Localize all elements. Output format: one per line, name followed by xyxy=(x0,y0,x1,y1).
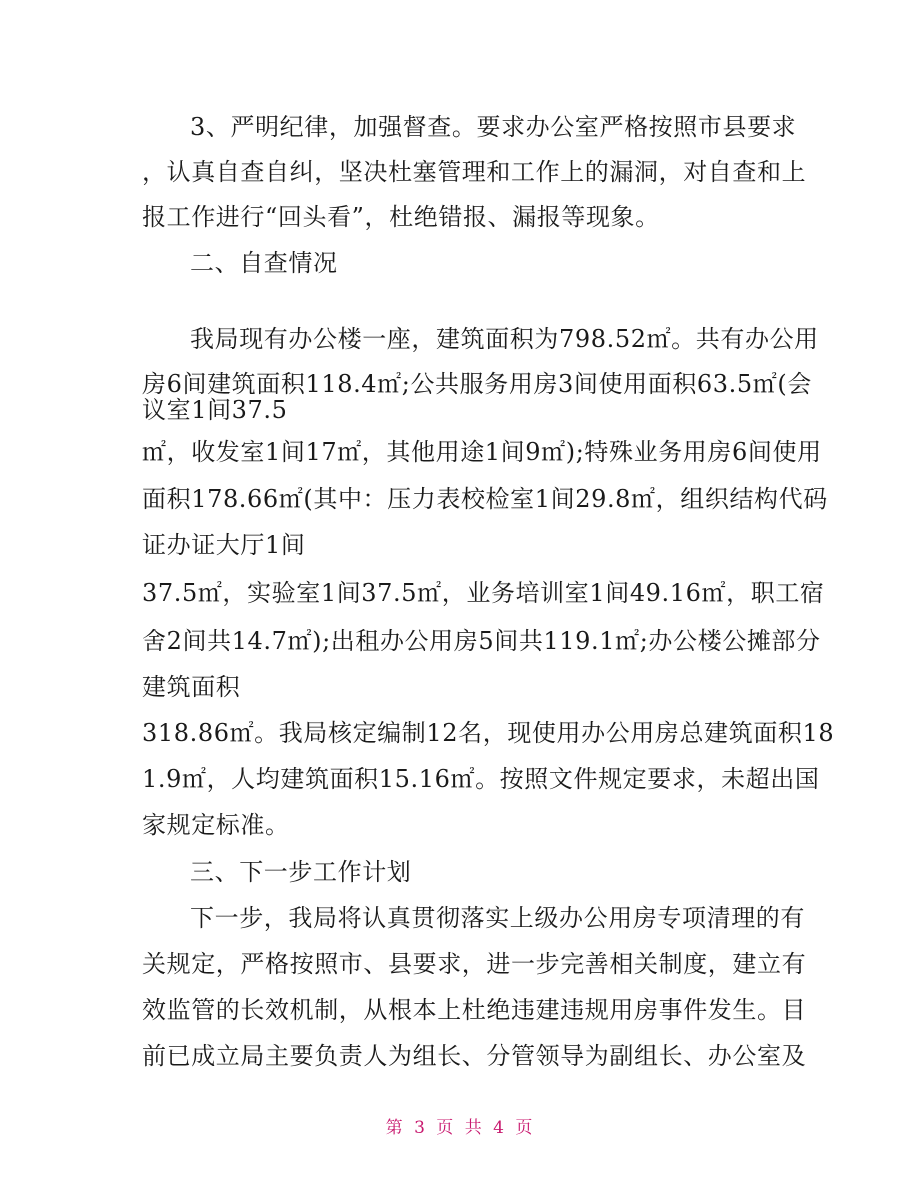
paragraph-line: 1.9㎡，人均建筑面积15.16㎡。按照文件规定要求，未超出国 xyxy=(142,765,820,793)
paragraph-line: 房6间建筑面积118.4㎡;公共服务用房3间使用面积63.5㎡(会 xyxy=(142,370,812,398)
paragraph-line: ，认真自查自纠，坚决杜塞管理和工作上的漏洞，对自查和上 xyxy=(142,158,807,186)
paragraph-line: 面积178.66㎡(其中：压力表校检室1间29.8㎡，组织结构代码 xyxy=(142,485,828,513)
paragraph-line: 议室1间37.5 xyxy=(142,396,288,424)
page-footer xyxy=(0,1113,920,1138)
paragraph-line: 我局现有办公楼一座，建筑面积为798.52㎡。共有办公用 xyxy=(190,325,819,353)
current-page-number: 3 xyxy=(414,1118,427,1138)
paragraph-line: 前已成立局主要负责人为组长、分管领导为副组长、办公室及 xyxy=(142,1042,807,1070)
paragraph-line: 建筑面积 xyxy=(142,673,241,701)
paragraph-line: 关规定，严格按照市、县要求，进一步完善相关制度，建立有 xyxy=(142,950,807,978)
paragraph-line: 37.5㎡，实验室1间37.5㎡，业务培训室1间49.16㎡，职工宿 xyxy=(142,579,825,607)
footer-prefix: 第 xyxy=(385,1118,405,1138)
paragraph-line: 效监管的长效机制，从根本上杜绝违建违规用房事件发生。目 xyxy=(142,996,807,1024)
paragraph-line: 家规定标准。 xyxy=(142,811,290,839)
paragraph-line: 舍2间共14.7㎡);出租办公用房5间共119.1㎡;办公楼公摊部分 xyxy=(142,627,821,655)
footer-page-label: 页 xyxy=(436,1118,456,1138)
section-heading: 三、下一步工作计划 xyxy=(190,858,412,886)
paragraph-line: 下一步，我局将认真贯彻落实上级办公用房专项清理的有 xyxy=(190,904,805,932)
footer-total-label: 共 xyxy=(464,1118,484,1138)
paragraph-line: 318.86㎡。我局核定编制12名，现使用办公用房总建筑面积18 xyxy=(142,719,835,747)
paragraph-line: 报工作进行“回头看”，杜绝错报、漏报等现象。 xyxy=(142,203,660,231)
section-heading: 二、自查情况 xyxy=(190,249,338,277)
total-pages-number: 4 xyxy=(493,1118,506,1138)
paragraph-line: 证办证大厅1间 xyxy=(142,531,306,559)
paragraph-line: 3、严明纪律，加强督查。要求办公室严格按照市县要求 xyxy=(190,113,797,141)
paragraph-line: ㎡，收发室1间17㎡，其他用途1间9㎡);特殊业务用房6间使用 xyxy=(142,438,822,466)
footer-suffix: 页 xyxy=(515,1118,535,1138)
